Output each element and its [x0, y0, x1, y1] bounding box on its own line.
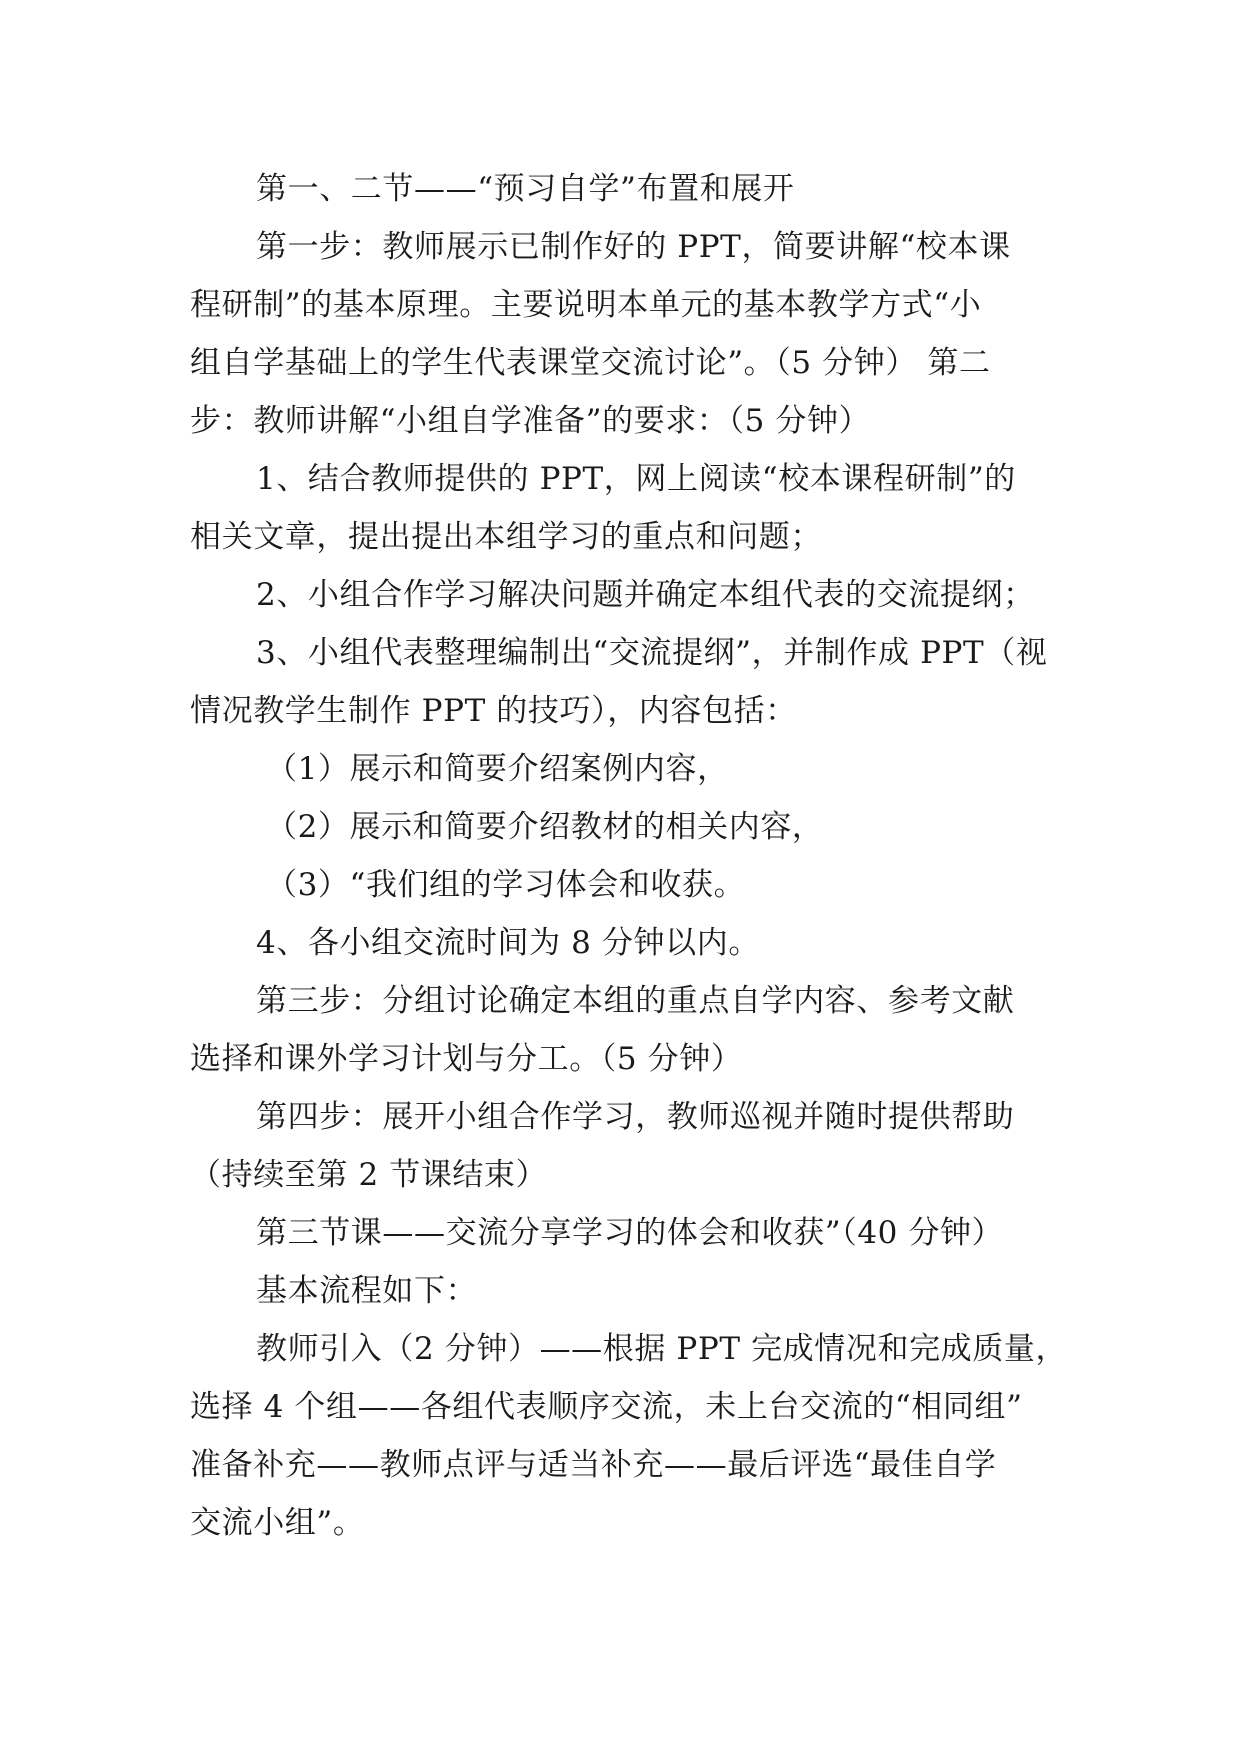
paragraph-line: 第三步：分组讨论确定本组的重点自学内容、参考文献 — [256, 983, 1015, 1019]
list-item: 4、各小组交流时间为 8 分钟以内。 — [256, 925, 760, 961]
sub-list-item: （3）“我们组的学习体会和收获。 — [266, 867, 746, 903]
paragraph-line: 选择和课外学习计划与分工。（5 分钟） — [190, 1041, 743, 1077]
list-item: 1、结合教师提供的 PPT，网上阅读“校本课程研制”的 — [256, 461, 1016, 497]
paragraph-line: 第一步：教师展示已制作好的 PPT，简要讲解“校本课 — [256, 229, 1011, 265]
paragraph-line: 组自学基础上的学生代表课堂交流讨论”。（5 分钟） 第二 — [190, 345, 991, 381]
list-item: 2、小组合作学习解决问题并确定本组代表的交流提纲； — [256, 577, 1035, 613]
sub-list-item: （2）展示和简要介绍教材的相关内容， — [266, 809, 824, 845]
section-heading: 第一、二节——“预习自学”布置和展开 — [256, 171, 795, 207]
paragraph-line: 选择 4 个组——各组代表顺序交流，未上台交流的“相同组” — [190, 1389, 1023, 1425]
list-item: 3、小组代表整理编制出“交流提纲”，并制作成 PPT（视 — [256, 635, 1048, 671]
sub-list-item: （1）展示和简要介绍案例内容， — [266, 751, 729, 787]
document-page — [190, 160, 1068, 1552]
paragraph-line: 准备补充——教师点评与适当补充——最后评选“最佳自学 — [190, 1447, 997, 1483]
paragraph-line: 相关文章，提出提出本组学习的重点和问题； — [190, 519, 822, 555]
paragraph-line: （持续至第 2 节课结束） — [190, 1157, 548, 1193]
paragraph-line: 第四步：展开小组合作学习，教师巡视并随时提供帮助 — [256, 1099, 1015, 1135]
paragraph-line: 基本流程如下： — [256, 1273, 478, 1309]
paragraph-line: 交流小组”。 — [190, 1505, 365, 1541]
paragraph-line: 步：教师讲解“小组自学准备”的要求：（5 分钟） — [190, 403, 871, 439]
paragraph-line: 情况教学生制作 PPT 的技巧），内容包括： — [190, 693, 797, 729]
section-heading: 第三节课——交流分享学习的体会和收获”（40 分钟） — [256, 1215, 1004, 1251]
paragraph-line: 教师引入（2 分钟）——根据 PPT 完成情况和完成质量， — [256, 1331, 1068, 1367]
paragraph-line: 程研制”的基本原理。主要说明本单元的基本教学方式“小 — [190, 287, 982, 323]
